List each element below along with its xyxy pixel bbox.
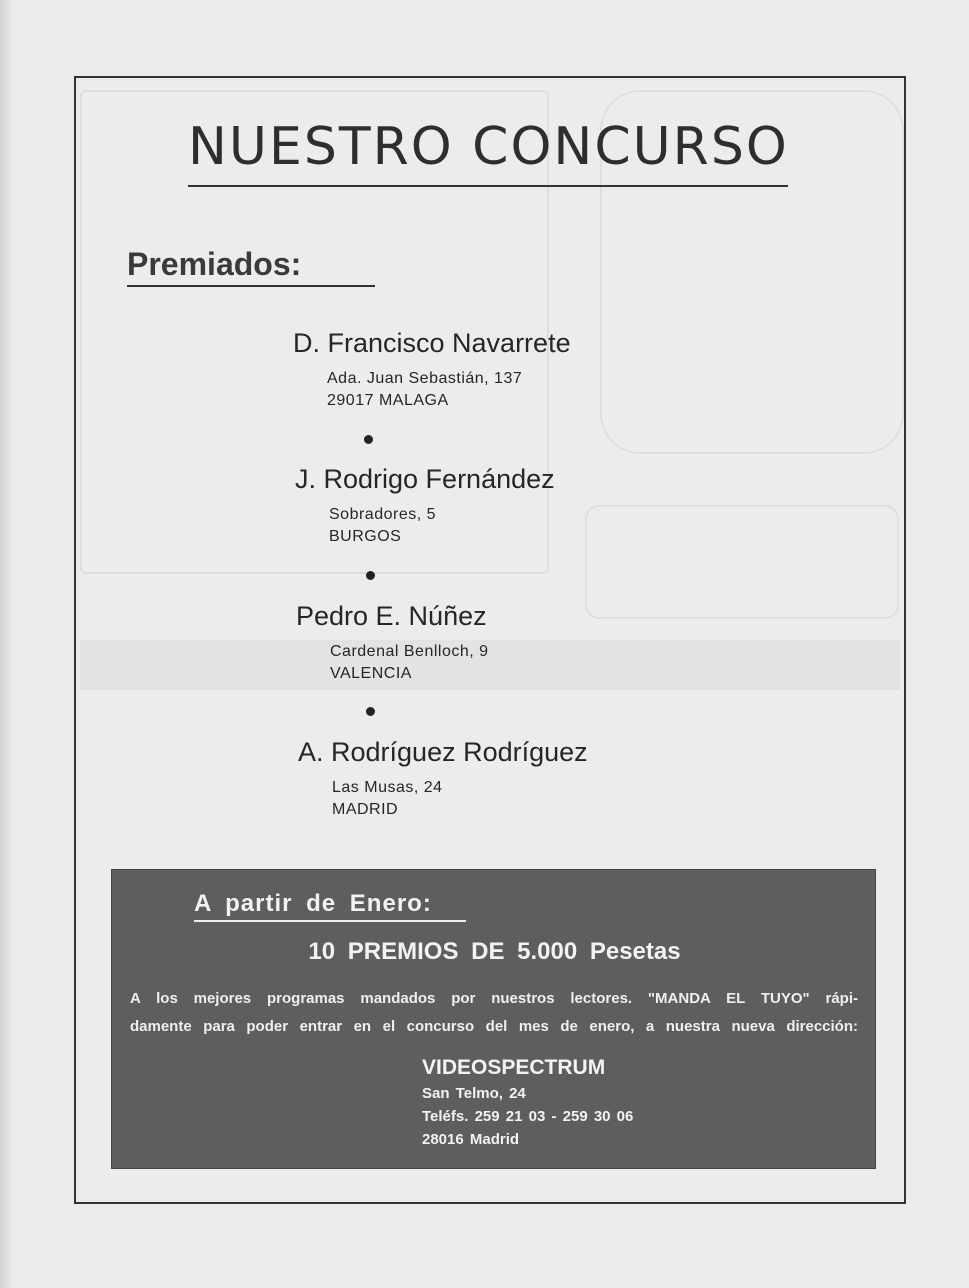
address-line: 29017 MALAGA	[327, 392, 449, 409]
separator-bullet	[366, 707, 375, 716]
banner-heading-underline	[194, 920, 466, 922]
winner-address	[329, 504, 555, 548]
page-edge	[0, 0, 14, 1288]
separator-bullet	[366, 571, 375, 580]
winner-name: D. Francisco Navarrete	[293, 328, 571, 358]
prize-announcement: 10 PREMIOS DE 5.000 Pesetas	[308, 938, 681, 965]
premiados-underline	[127, 285, 375, 287]
separator-bullet	[364, 435, 373, 444]
contact-street: San Telmo, 24	[422, 1085, 526, 1102]
winner-address	[332, 777, 588, 821]
page-title: NUESTRO CONCURSO	[188, 117, 789, 177]
contest-announcement-box	[111, 869, 876, 1169]
premiados-heading: Premiados:	[127, 246, 302, 282]
address-line: Ada. Juan Sebastián, 137	[327, 370, 523, 387]
winner-address	[330, 641, 489, 685]
address-line: BURGOS	[329, 528, 402, 545]
winner-name: A. Rodríguez Rodríguez	[298, 737, 588, 767]
address-line: Las Musas, 24	[332, 779, 443, 796]
address-line: VALENCIA	[330, 665, 412, 682]
announcement-text	[130, 985, 858, 1041]
winner-entry	[293, 326, 571, 412]
contact-city: 28016 Madrid	[422, 1131, 520, 1148]
banner-heading: A partir de Enero:	[194, 890, 432, 917]
contact-name: VIDEOSPECTRUM	[422, 1056, 606, 1079]
announcement-line: A los mejores programas mandados por nuestros lectores. "MANDA EL TUYO" rápi-	[130, 990, 858, 1007]
winner-entry	[295, 462, 555, 548]
announcement-line: damente para poder entrar en el concurso del mes de enero, a nuestra nueva dirección:	[130, 1018, 858, 1035]
contact-address	[422, 1054, 633, 1151]
winner-name: Pedro E. Núñez	[296, 601, 487, 631]
title-underline	[188, 185, 788, 187]
address-line: Sobradores, 5	[329, 506, 437, 523]
winner-address	[327, 368, 571, 412]
winner-name: J. Rodrigo Fernández	[295, 464, 555, 494]
address-line: MADRID	[332, 801, 399, 818]
contact-phones: Teléfs. 259 21 03 - 259 30 06	[422, 1108, 634, 1125]
address-line: Cardenal Benlloch, 9	[330, 643, 489, 660]
winner-entry	[298, 735, 588, 821]
winner-entry	[296, 599, 489, 685]
